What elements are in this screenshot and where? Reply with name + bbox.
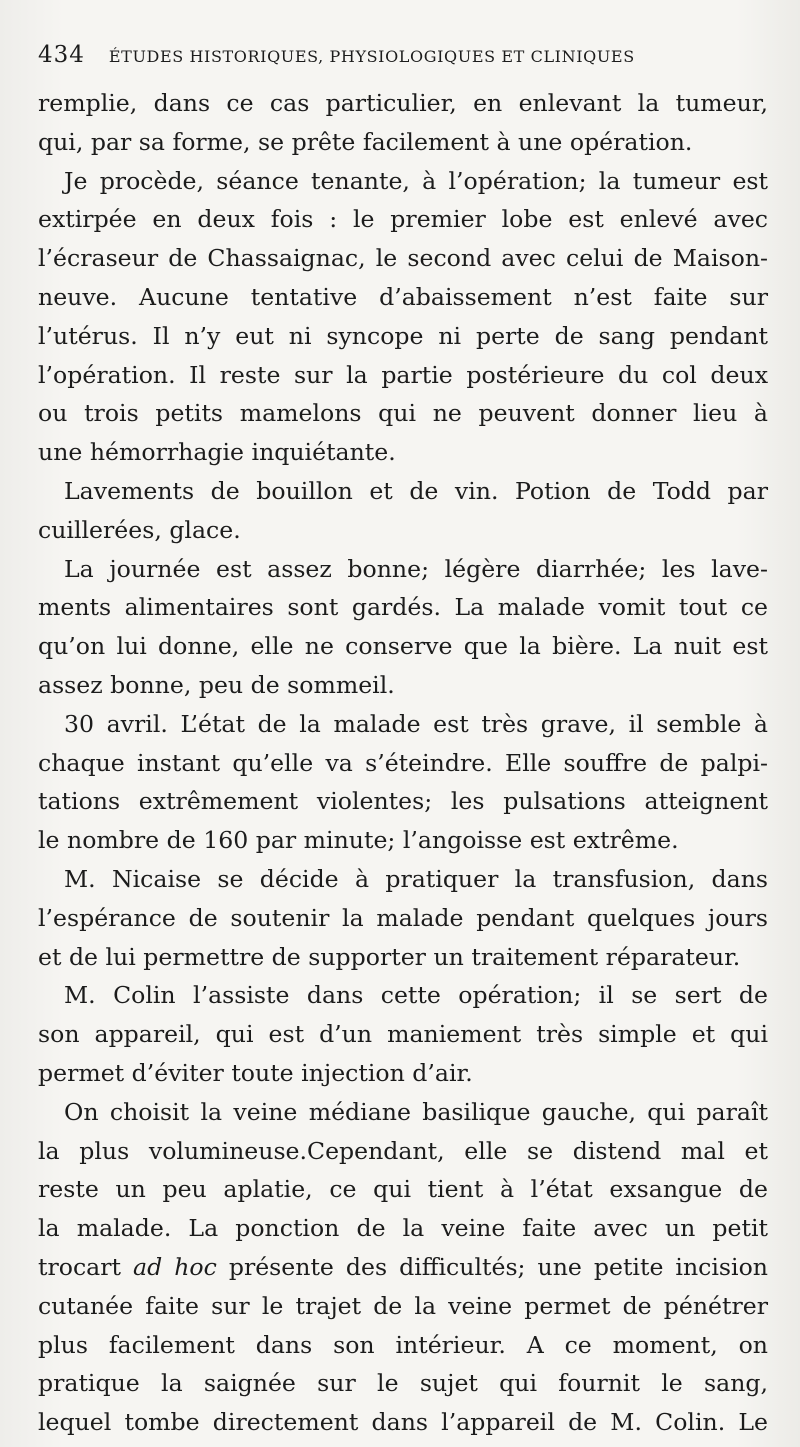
text-line: l’opération. Il reste sur la partie postérieure du col deux: [38, 360, 768, 389]
text-line: plus facilement dans son intérieur. A ce moment, on: [38, 1330, 768, 1359]
paragraph: [38, 550, 768, 705]
text-line: neuve. Aucune tentative d’abaissement n’est faite sur: [38, 282, 768, 311]
text-line: pratique la saignée sur le sujet qui fournit le sang,: [38, 1369, 768, 1398]
text-line: assez bonne, peu de sommeil.: [38, 670, 395, 699]
text-line: Je procède, séance tenante, à l’opération; la tumeur est: [64, 166, 768, 195]
text-line: qu’on lui donne, elle ne conserve que la bière. La nuit est: [38, 632, 768, 661]
text-line: La journée est assez bonne; légère diarrhée; les lave-: [64, 554, 768, 583]
paragraph: [38, 84, 768, 162]
text-line: 30 avril. L’état de la malade est très grave, il semble à: [64, 709, 768, 738]
text-line: extirpée en deux fois : le premier lobe est enlevé avec: [38, 205, 768, 234]
text-line: cutanée faite sur le trajet de la veine permet de pénétrer: [38, 1291, 768, 1320]
text-line: ou trois petits mamelons qui ne peuvent donner lieu à: [38, 399, 768, 428]
text-line: l’espérance de soutenir la malade pendant quelques jours: [38, 903, 768, 932]
text-line: remplie, dans ce cas particulier, en enlevant la tumeur,: [38, 89, 768, 117]
page-header: [38, 42, 778, 76]
text-line: son appareil, qui est d’un maniement très simple et qui: [38, 1020, 768, 1049]
text-line: qui, par sa forme, se prête facilement à une opération.: [38, 127, 693, 156]
text-line: reste un peu aplatie, ce qui tient à l’état exsangue de: [38, 1175, 768, 1204]
paragraph: [38, 162, 768, 472]
paragraph: [38, 860, 768, 976]
text-line: l’utérus. Il n’y eut ni syncope ni perte de sang pendant: [38, 321, 768, 350]
body-text: [38, 84, 768, 1442]
text-line: une hémorrhagie inquiétante.: [38, 438, 396, 467]
text-line: cuillerées, glace.: [38, 515, 241, 544]
text-line: On choisit la veine médiane basilique gauche, qui paraît: [64, 1097, 768, 1126]
text-line: lequel tombe directement dans l’appareil de M. Colin. Le: [38, 1408, 768, 1437]
text-line: la plus volumineuse.Cependant, elle se distend mal et: [38, 1136, 768, 1165]
text-line: Lavements de bouillon et de vin. Potion de Todd par: [64, 476, 768, 505]
text-line: permet d’éviter toute injection d’air.: [38, 1058, 473, 1087]
paragraph: [38, 976, 768, 1092]
text-line: ments alimentaires sont gardés. La malade vomit tout ce: [38, 593, 768, 622]
running-head: ÉTUDES HISTORIQUES, PHYSIOLOGIQUES ET CLINIQUES: [108, 47, 635, 66]
page-number: 434: [38, 42, 85, 68]
text-line: la malade. La ponction de la veine faite avec un petit: [38, 1214, 768, 1243]
paragraph: [38, 705, 768, 860]
text-line: et de lui permettre de supporter un traitement réparateur.: [38, 942, 741, 971]
text-line: trocart ad hoc présente des difficultés; une petite incision: [38, 1252, 768, 1281]
text-line: chaque instant qu’elle va s’éteindre. Elle souffre de palpi-: [38, 748, 768, 777]
text-line: tations extrêmement violentes; les pulsations atteignent: [38, 787, 768, 816]
text-line: le nombre de 160 par minute; l’angoisse est extrême.: [38, 826, 679, 855]
text-line: l’écraseur de Chassaignac, le second avec celui de Maison-: [38, 244, 768, 273]
paragraph: [38, 1093, 768, 1442]
text-line: M. Colin l’assiste dans cette opération; il se sert de: [64, 981, 768, 1010]
paragraph: [38, 472, 768, 550]
text-line: M. Nicaise se décide à pratiquer la transfusion, dans: [64, 864, 768, 893]
